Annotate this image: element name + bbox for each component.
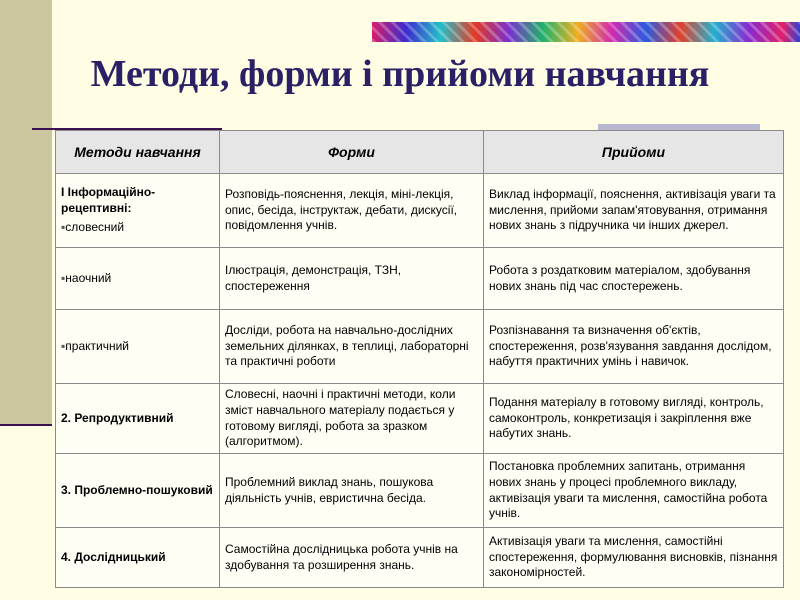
method-sub-label: словесний [65, 220, 125, 235]
techniques-cell: Робота з роздатковим матеріалом, здобування нових знань під час спостережень. [484, 248, 784, 310]
method-cell [56, 248, 220, 310]
method-label: наочний [65, 270, 112, 285]
techniques-cell: Розпізнавання та визначення об'єктів, спостереження, розв'язування завдання дослідом, набуття практичних умінь і навичок. [484, 310, 784, 384]
table-row [56, 248, 784, 310]
techniques-cell: Постановка проблемних запитань, отримання нових знань у процесі проблемного викладу, активізація уваги та мислення, самостійна робота учнів. [484, 454, 784, 528]
page-title: Методи, форми і прийоми навчання [90, 53, 710, 95]
method-cell: 2. Репродуктивний [56, 384, 220, 454]
decor-rule-bottom [0, 424, 52, 426]
techniques-cell: Виклад інформації, пояснення, активізація уваги та мислення, прийоми запам'ятовування, отримання нових знань з підручника чи інших джерел. [484, 174, 784, 248]
table-row [56, 528, 784, 588]
techniques-cell: Активізація уваги та мислення, самостійні спостереження, формулювання висновків, пізнання закономірностей. [484, 528, 784, 588]
header-row [56, 131, 784, 174]
techniques-cell: Подання матеріалу в готовому вигляді, контроль, самоконтроль, конкретизація і закріплення вже набутих знань. [484, 384, 784, 454]
forms-cell: Розповідь-пояснення, лекція, міні-лекція, опис, бесіда, інструктаж, дебати, дискусії, повідомлення учнів. [220, 174, 484, 248]
table-row [56, 174, 784, 248]
table-row [56, 384, 784, 454]
bullet-icon: ▪ [61, 338, 66, 353]
forms-cell: Досліди, робота на навчально-дослідних земельних ділянках, в теплиці, лабораторні та практичні роботи [220, 310, 484, 384]
forms-cell: Словесні, наочні і практичні методи, коли зміст навчального матеріалу подається у готовому вигляді, робота за зразком (алгоритмом). [220, 384, 484, 454]
header-techniques: Прийоми [484, 131, 784, 174]
confetti-banner [372, 22, 800, 42]
method-cell [56, 310, 220, 384]
methods-table [55, 130, 784, 588]
table-row [56, 310, 784, 384]
bullet-icon: ▪ [61, 220, 66, 235]
method-cell: 3. Проблемно-пошуковий [56, 454, 220, 528]
forms-cell: Проблемний виклад знань, пошукова діяльність учнів, евристична бесіда. [220, 454, 484, 528]
method-label: практичний [65, 338, 129, 353]
forms-cell: Ілюстрація, демонстрація, ТЗН, спостереження [220, 248, 484, 310]
forms-cell: Самостійна дослідницька робота учнів на здобування та розширення знань. [220, 528, 484, 588]
method-cell: 4. Дослідницький [56, 528, 220, 588]
header-forms: Форми [220, 131, 484, 174]
method-cell [56, 174, 220, 248]
bullet-icon: ▪ [61, 270, 66, 285]
method-group-label: І Інформаційно-рецептивні: [61, 185, 156, 215]
table-row [56, 454, 784, 528]
header-methods: Методи навчання [56, 131, 220, 174]
